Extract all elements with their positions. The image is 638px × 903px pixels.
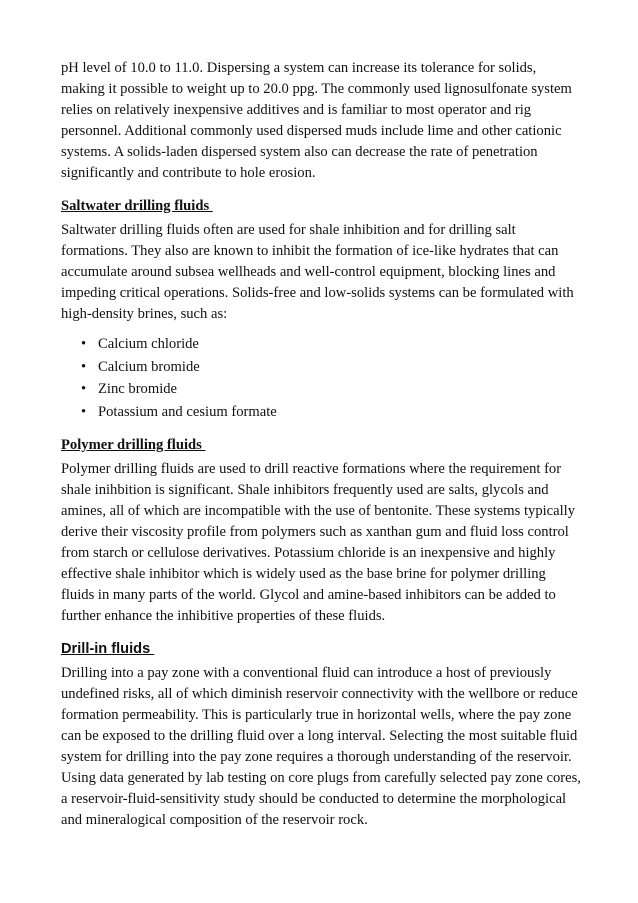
section-saltwater: [61, 196, 581, 423]
list-item-text: Potassium and cesium formate: [98, 403, 277, 420]
saltwater-paragraph: Saltwater drilling fluids often are used for shale inhibition and for drilling salt formations. They also are known to inhibit the formation of ice-like hydrates that can accumulate around subsea wellheads and well-control equipment, blocking lines and impeding critical operations. Solids-free and low-solids systems can be formulated with high-density brines, such as:: [61, 222, 574, 322]
drill-in-paragraph: Drilling into a pay zone with a conventional fluid can introduce a host of previously undefined risks, all of which diminish reservoir connectivity with the wellbore or reduce formation permeability. This is particularly true in horizontal wells, where the pay zone can be exposed to the drilling fluid over a long interval. Selecting the most suitable fluid system for drilling into the pay zone requires a thorough understanding of the reservoir. Using data generated by lab testing on core plugs from carefully selected pay zone cores, a reservoir-fluid-sensitivity study should be conducted to determine the morphological and mineralogical composition of the reservoir rock.: [61, 665, 581, 828]
bullet-icon: •: [81, 381, 87, 397]
bullet-icon: •: [81, 358, 87, 375]
list-item: [81, 356, 581, 379]
document-page: [61, 58, 581, 843]
section-polymer: [61, 435, 581, 627]
brine-list: [61, 333, 581, 423]
list-item: [81, 378, 581, 401]
bullet-icon: •: [81, 403, 87, 420]
polymer-paragraph: Polymer drilling fluids are used to drill reactive formations where the requirement for shale inihbition is significant. Shale inhibitors frequently used are salts, glycols and amines, all of which are incompatible with the use of bentonite. These systems typically derive their viscosity profile from polymers such as xanthan gum and fluid loss control from starch or cellulose derivatives. Potassium chloride is an inexpensive and highly effective shale inhibitor which is widely used as the base brine for polymer drilling fluids in many parts of the world. Glycol and amine-based inhibitors can be added to further enhance the inhibitive properties of these fluids.: [61, 461, 576, 624]
section-drill-in: [61, 639, 581, 831]
list-item: [81, 401, 581, 424]
intro-paragraph: pH level of 10.0 to 11.0. Dispersing a system can increase its tolerance for solids, making it possible to weight up to 20.0 ppg. The commonly used lignosulfonate system relies on relatively inexpensive additives and is familiar to most operator and rig personnel. Additional commonly used dispersed muds include lime and other cationic systems. A solids-laden dispersed system also can decrease the rate of penetration significantly and contribute to hole erosion.: [61, 60, 572, 181]
polymer-heading: Polymer drilling fluids: [61, 437, 206, 453]
bullet-icon: •: [81, 336, 87, 352]
list-item: [81, 333, 581, 356]
list-item-text: Calcium bromide: [98, 358, 200, 375]
list-item-text: Zinc bromide: [98, 381, 178, 397]
saltwater-heading: Saltwater drilling fluids: [61, 198, 213, 214]
list-item-text: Calcium chloride: [98, 336, 199, 352]
drill-in-heading: Drill-in fluids: [61, 641, 155, 657]
